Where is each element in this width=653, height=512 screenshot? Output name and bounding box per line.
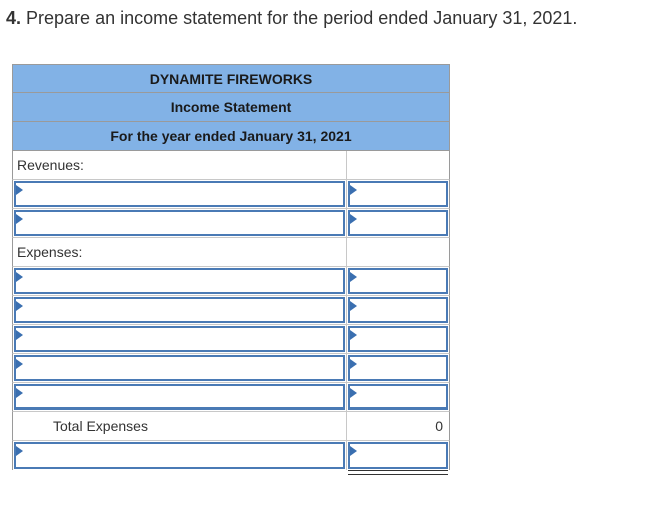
- dropdown-marker-icon: [16, 330, 23, 340]
- expense-row-1: [12, 267, 450, 296]
- revenue-amount-input-2[interactable]: [348, 210, 448, 236]
- question-number: 4.: [6, 8, 22, 28]
- revenue-row-2: [12, 209, 450, 238]
- input-marker-icon: [350, 272, 357, 282]
- dropdown-marker-icon: [16, 446, 23, 456]
- revenues-label-row: [12, 151, 450, 180]
- expense-row-3: [12, 325, 450, 354]
- expense-account-select-1[interactable]: [14, 268, 345, 294]
- expense-amount-input-2[interactable]: [348, 297, 448, 323]
- total-expenses-label: Total Expenses: [53, 418, 148, 434]
- expense-account-select-5[interactable]: [14, 384, 345, 410]
- revenue-amount-input-1[interactable]: [348, 181, 448, 207]
- net-income-label-select[interactable]: [14, 442, 345, 469]
- double-underline: [348, 470, 448, 475]
- revenue-account-select-2[interactable]: [14, 210, 345, 236]
- question-prompt: [6, 8, 577, 29]
- expense-row-2: [12, 296, 450, 325]
- revenue-row-1: [12, 180, 450, 209]
- input-marker-icon: [350, 388, 357, 398]
- expense-account-select-3[interactable]: [14, 326, 345, 352]
- expense-row-5: [12, 383, 450, 412]
- expense-amount-input-1[interactable]: [348, 268, 448, 294]
- statement-title-header: Income Statement: [12, 93, 450, 122]
- input-marker-icon: [350, 446, 357, 456]
- expense-amount-input-3[interactable]: [348, 326, 448, 352]
- total-expenses-row: [12, 412, 450, 441]
- input-marker-icon: [350, 301, 357, 311]
- expenses-label-row: [12, 238, 450, 267]
- dropdown-marker-icon: [16, 185, 23, 195]
- revenues-label: Revenues:: [17, 157, 84, 173]
- total-expenses-value: 0: [435, 418, 443, 434]
- question-text: Prepare an income statement for the period ended January 31, 2021.: [26, 8, 578, 28]
- dropdown-marker-icon: [16, 388, 23, 398]
- dropdown-marker-icon: [16, 272, 23, 282]
- expense-account-select-4[interactable]: [14, 355, 345, 381]
- revenue-account-select-1[interactable]: [14, 181, 345, 207]
- income-statement-table: [12, 64, 450, 470]
- dropdown-marker-icon: [16, 359, 23, 369]
- dropdown-marker-icon: [16, 301, 23, 311]
- dropdown-marker-icon: [16, 214, 23, 224]
- net-income-amount: [348, 442, 448, 469]
- input-marker-icon: [350, 214, 357, 224]
- expense-row-4: [12, 354, 450, 383]
- expense-amount-input-4[interactable]: [348, 355, 448, 381]
- input-marker-icon: [350, 330, 357, 340]
- company-name-header: DYNAMITE FIREWORKS: [12, 64, 450, 93]
- expense-amount-input-5[interactable]: [348, 384, 448, 410]
- input-marker-icon: [350, 185, 357, 195]
- input-marker-icon: [350, 359, 357, 369]
- net-income-row: [12, 441, 450, 470]
- statement-period-header: For the year ended January 31, 2021: [12, 122, 450, 151]
- expense-account-select-2[interactable]: [14, 297, 345, 323]
- expenses-label: Expenses:: [17, 244, 83, 260]
